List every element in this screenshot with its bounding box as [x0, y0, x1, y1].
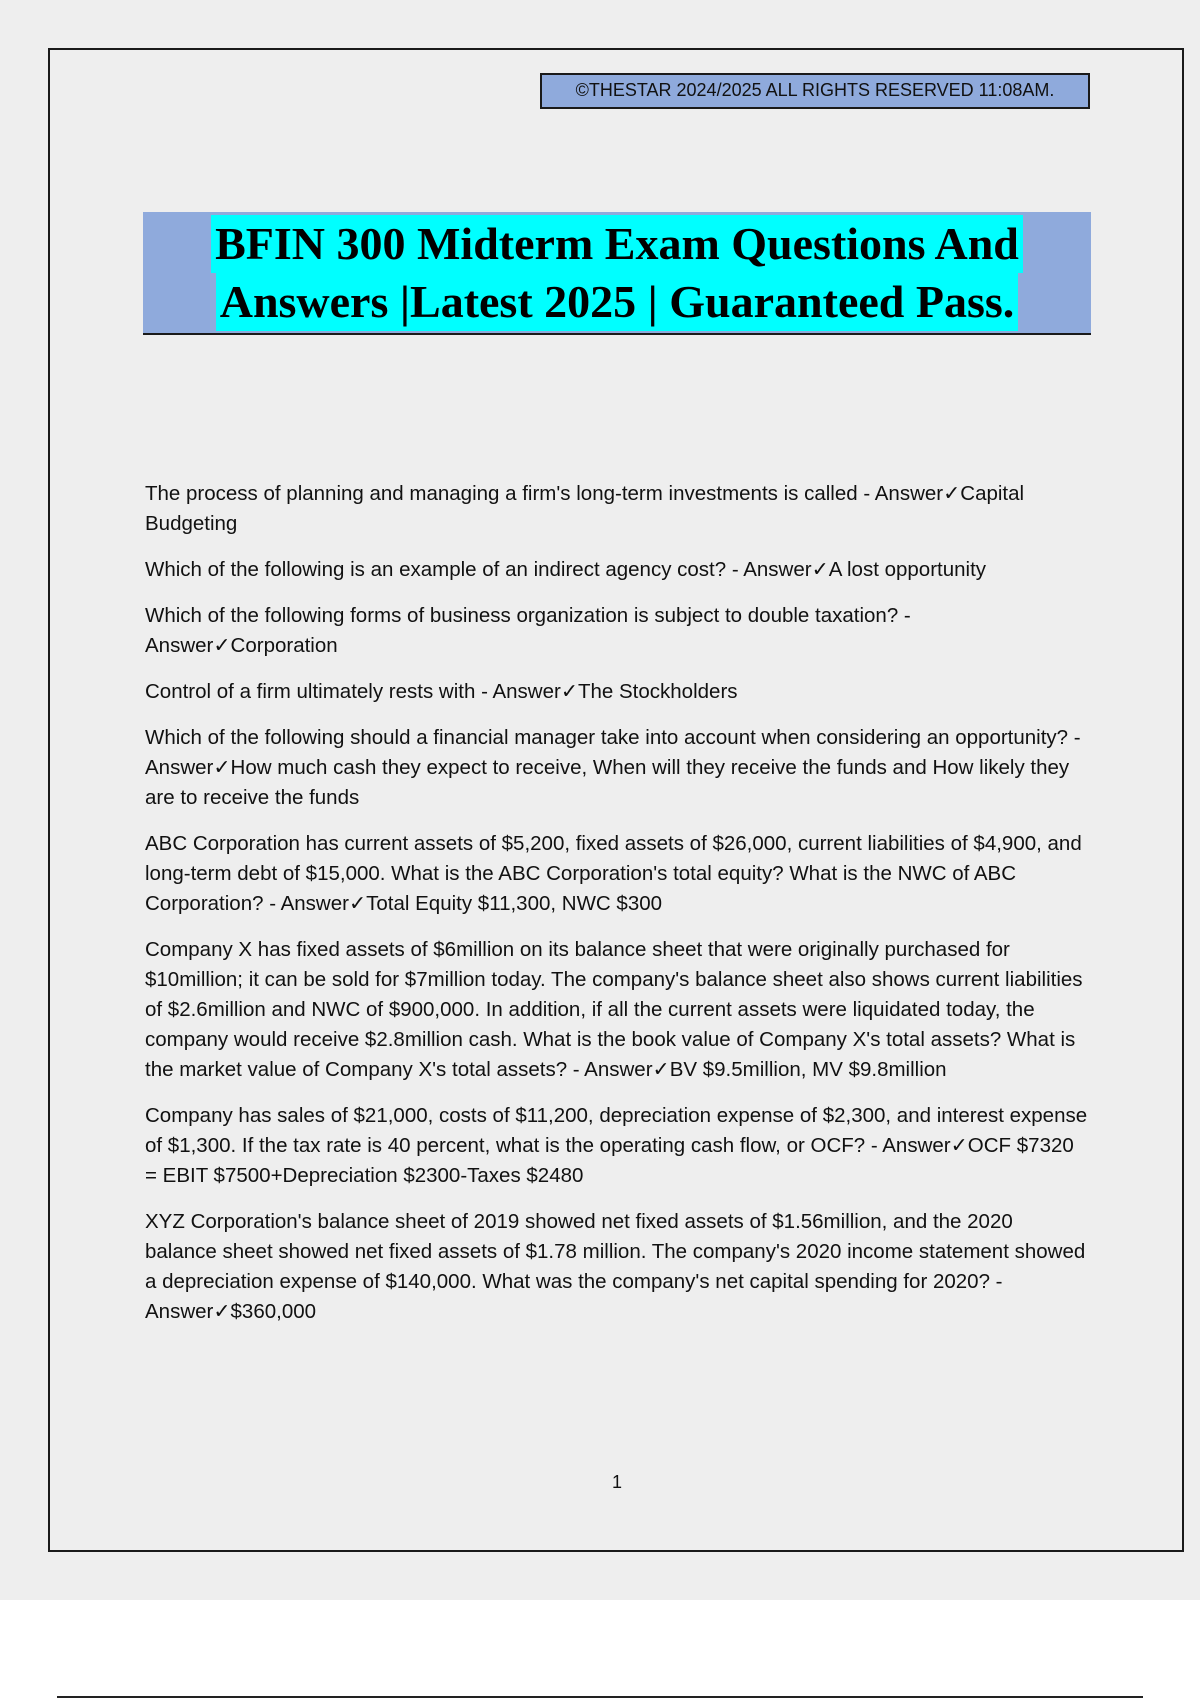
title-line-2: Answers |Latest 2025 | Guaranteed Pass.: [216, 273, 1019, 331]
qa-item: The process of planning and managing a firm's long-term investments is called - Answer✓Capital Budgeting: [145, 482, 1025, 535]
question-answer-list: [145, 479, 1090, 1343]
page-number: 1: [611, 1472, 622, 1492]
qa-item: Control of a firm ultimately rests with - Answer✓The Stockholders: [145, 680, 738, 703]
qa-item: Which of the following should a financial manager take into account when considering an opportunity? - Answer✓How much cash they expect to receive, When will they receive the funds and How likely they are to receive the funds: [145, 726, 1081, 809]
qa-item: Which of the following forms of business organization is subject to double taxation? - Answer✓Corporation: [145, 604, 911, 657]
qa-item: Company X has fixed assets of $6million on its balance sheet that were originally purchased for $10million; it can be sold for $7million today. The company's balance sheet also shows current liabilities of $2.6million and NWC of $900,000. In addition, if all the current assets were liquidated today, the company would receive $2.8million cash. What is the book value of Company X's total assets? What is the market value of Company X's total assets? - Answer✓BV $9.5million, MV $9.8million: [145, 938, 1083, 1081]
title-line-1: BFIN 300 Midterm Exam Questions And: [211, 215, 1023, 273]
title-banner: [143, 212, 1091, 335]
qa-item: Company has sales of $21,000, costs of $11,200, depreciation expense of $2,300, and interest expense of $1,300. If the tax rate is 40 percent, what is the operating cash flow, or OCF? - Answer✓OCF $7320 = EBIT $7500+Depreciation $2300-Taxes $2480: [145, 1104, 1088, 1187]
qa-item: ABC Corporation has current assets of $5,200, fixed assets of $26,000, current liabilities of $4,900, and long-term debt of $15,000. What is the ABC Corporation's total equity? What is the NWC of ABC Corporation? - Answer✓Total Equity $11,300, NWC $300: [145, 832, 1082, 915]
qa-item: XYZ Corporation's balance sheet of 2019 showed net fixed assets of $1.56million, and the 2020 balance sheet showed net fixed assets of $1.78 million. The company's 2020 income statement showed a depreciation expense of $140,000. What was the company's net capital spending for 2020? - Answer✓$360,000: [145, 1210, 1086, 1323]
divider-line: [57, 1696, 1143, 1698]
qa-item: Which of the following is an example of an indirect agency cost? - Answer✓A lost opportunity: [145, 558, 987, 581]
copyright-banner: ©THESTAR 2024/2025 ALL RIGHTS RESERVED 11:08AM.: [540, 73, 1090, 109]
